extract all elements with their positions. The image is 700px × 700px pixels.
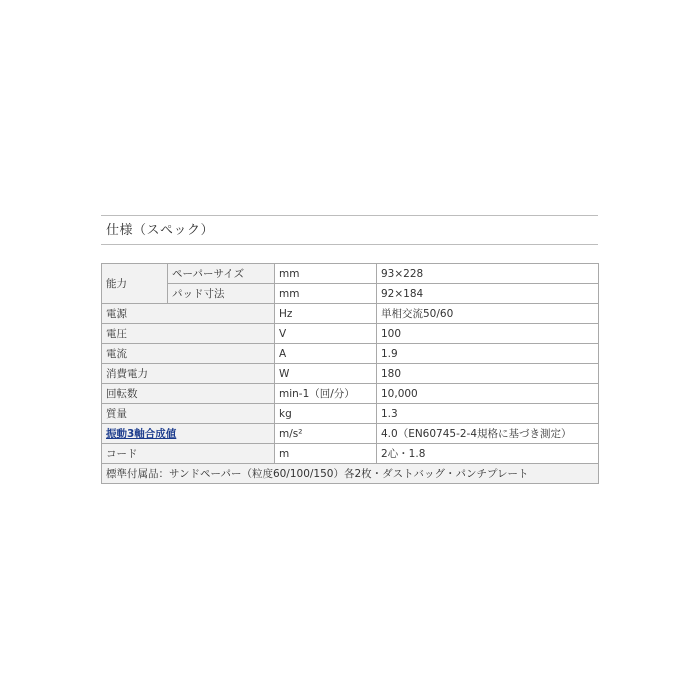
weight-label: 質量 [102,404,275,424]
section-title: 仕様（スペック） [106,223,215,238]
table-row [102,384,599,404]
weight-unit: kg [275,404,377,424]
vibration-unit: m/s² [275,424,377,444]
weight-value: 1.3 [377,404,599,424]
table-row [102,304,599,324]
voltage-unit: V [275,324,377,344]
table-row [102,344,599,364]
current-value: 1.9 [377,344,599,364]
current-unit: A [275,344,377,364]
paper-size-label: ペーパーサイズ [168,264,275,284]
cord-label: コード [102,444,275,464]
current-label: 電流 [102,344,275,364]
spec-table [101,263,599,484]
power-consumption-label: 消費電力 [102,364,275,384]
table-row [102,444,599,464]
voltage-label: 電圧 [102,324,275,344]
power-source-value: 単相交流50/60 [377,304,599,324]
table-row [102,404,599,424]
rotation-speed-value: 10,000 [377,384,599,404]
table-row [102,264,599,284]
power-source-unit: Hz [275,304,377,324]
paper-size-unit: mm [275,264,377,284]
table-row [102,324,599,344]
power-consumption-value: 180 [377,364,599,384]
section-bottom-divider [101,244,598,245]
section-top-divider [101,215,598,216]
rotation-speed-unit: min-1（回/分） [275,384,377,404]
vibration-link[interactable]: 振動3軸合成値 [106,428,177,440]
pad-size-label: パッド寸法 [168,284,275,304]
table-row [102,464,599,484]
pad-size-value: 92×184 [377,284,599,304]
vibration-value: 4.0（EN60745-2-4規格に基づき測定） [377,424,599,444]
table-row [102,364,599,384]
voltage-value: 100 [377,324,599,344]
capacity-label: 能力 [102,264,168,304]
table-row [102,424,599,444]
rotation-speed-label: 回転数 [102,384,275,404]
vibration-label-cell [102,424,275,444]
pad-size-unit: mm [275,284,377,304]
power-consumption-unit: W [275,364,377,384]
power-source-label: 電源 [102,304,275,324]
cord-unit: m [275,444,377,464]
cord-value: 2心・1.8 [377,444,599,464]
standard-accessories: 標準付属品：サンドペーパー（粒度60/100/150）各2枚・ダストバッグ・パンチプレート [102,464,599,484]
paper-size-value: 93×228 [377,264,599,284]
table-row [102,284,599,304]
